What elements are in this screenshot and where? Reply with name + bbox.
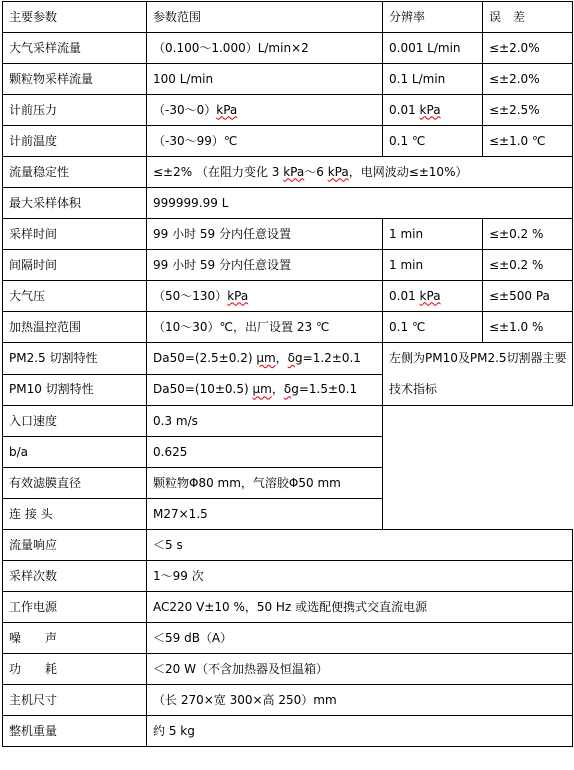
range-cell: AC220 V±10 %，50 Hz 或选配便携式交直流电源 — [147, 592, 573, 623]
table-row — [3, 561, 573, 592]
range-cell: （10～30）℃，出厂设置 23 ℃ — [147, 312, 383, 343]
table-row — [3, 126, 573, 157]
cutter-note: 左侧为PM10及PM2.5切割器主要技术指标 — [383, 343, 573, 406]
param-cell: 有效滤膜直径 — [3, 468, 147, 499]
range-text: Da50=(2.5±0.2) — [153, 350, 257, 365]
table-row — [3, 95, 573, 126]
range-cell: 颗粒物Φ80 mm，气溶胶Φ50 mm — [147, 468, 383, 499]
table-row — [3, 406, 573, 437]
range-text: g=1.2±0.1 — [295, 350, 361, 365]
table-row — [3, 343, 573, 375]
resolution-cell: 1 min — [383, 219, 483, 250]
param-cell: 间隔时间 — [3, 250, 147, 281]
table-row — [3, 654, 573, 685]
table-row — [3, 64, 573, 95]
param-cell: 采样次数 — [3, 561, 147, 592]
param-cell: 整机重量 — [3, 716, 147, 747]
range-text: ， — [271, 382, 284, 397]
range-cell — [147, 343, 383, 375]
resolution-cell: 1 min — [383, 250, 483, 281]
table-row — [3, 33, 573, 64]
param-cell: PM2.5 切割特性 — [3, 343, 147, 375]
error-cell: ≤±0.2 % — [483, 219, 573, 250]
unit-text: kPa — [419, 102, 441, 117]
resolution-cell — [383, 281, 483, 312]
unit-text: μm — [256, 350, 276, 365]
range-text: （50～130） — [153, 288, 228, 303]
table-row — [3, 312, 573, 343]
range-cell: （-30～99）℃ — [147, 126, 383, 157]
resolution-text: 0.01 — [389, 102, 420, 117]
param-cell: 入口速度 — [3, 406, 147, 437]
header-error: 误 差 — [483, 2, 573, 33]
range-cell: （0.100～1.000）L/min×2 — [147, 33, 383, 64]
resolution-cell: 0.1 ℃ — [383, 126, 483, 157]
range-cell: 0.3 m/s — [147, 406, 383, 437]
range-text: ～6 — [304, 164, 328, 179]
header-range: 参数范围 — [147, 2, 383, 33]
range-cell: 999999.99 L — [147, 188, 573, 219]
param-cell: 主机尺寸 — [3, 685, 147, 716]
param-cell: b/a — [3, 437, 147, 468]
range-cell: 100 L/min — [147, 64, 383, 95]
param-cell: 最大采样体积 — [3, 188, 147, 219]
unit-text: kPa — [216, 102, 238, 117]
table-row — [3, 188, 573, 219]
table-row — [3, 219, 573, 250]
range-cell: 0.625 — [147, 437, 383, 468]
unit-text: μm — [252, 382, 272, 397]
range-cell — [147, 157, 573, 188]
table-row — [3, 530, 573, 561]
param-cell: 颗粒物采样流量 — [3, 64, 147, 95]
range-text: ≤±2% （在阻力变化 3 — [153, 164, 284, 179]
table-row — [3, 716, 573, 747]
resolution-cell: 0.1 L/min — [383, 64, 483, 95]
error-cell: ≤±2.0% — [483, 64, 573, 95]
range-cell — [147, 281, 383, 312]
range-cell: （长 270×宽 300×高 250）mm — [147, 685, 573, 716]
range-cell: ＜5 s — [147, 530, 573, 561]
table-row — [3, 685, 573, 716]
error-cell: ≤±500 Pa — [483, 281, 573, 312]
param-cell: 功 耗 — [3, 654, 147, 685]
error-cell: ≤±2.0% — [483, 33, 573, 64]
param-cell: 噪 声 — [3, 623, 147, 654]
range-text: g=1.5±0.1 — [291, 382, 358, 397]
error-cell: ≤±1.0 ℃ — [483, 126, 573, 157]
range-cell: 99 小时 59 分内任意设置 — [147, 250, 383, 281]
table-row — [3, 250, 573, 281]
table-row — [3, 157, 573, 188]
param-cell: 大气采样流量 — [3, 33, 147, 64]
range-cell — [147, 95, 383, 126]
range-cell — [147, 374, 383, 406]
range-text: Da50=(10±0.5) — [153, 382, 253, 397]
range-cell: ＜20 W（不含加热器及恒温箱） — [147, 654, 573, 685]
table-header-row — [3, 2, 573, 33]
error-cell: ≤±0.2 % — [483, 250, 573, 281]
table-row — [3, 592, 573, 623]
unit-text: kPa — [227, 288, 249, 303]
param-cell: 流量稳定性 — [3, 157, 147, 188]
unit-text: δ — [287, 350, 296, 365]
error-cell: ≤±1.0 % — [483, 312, 573, 343]
range-cell: ＜59 dB（A） — [147, 623, 573, 654]
param-cell: 计前温度 — [3, 126, 147, 157]
range-cell: 99 小时 59 分内任意设置 — [147, 219, 383, 250]
param-cell: 连 接 头 — [3, 499, 147, 530]
unit-text: δ — [283, 382, 292, 397]
spec-table — [2, 1, 573, 747]
param-cell: 流量响应 — [3, 530, 147, 561]
table-row — [3, 281, 573, 312]
param-cell: 计前压力 — [3, 95, 147, 126]
resolution-cell: 0.1 ℃ — [383, 312, 483, 343]
param-cell: 工作电源 — [3, 592, 147, 623]
header-resolution: 分辨率 — [383, 2, 483, 33]
resolution-cell: 0.001 L/min — [383, 33, 483, 64]
blank-area — [383, 406, 573, 530]
range-text: ， — [275, 350, 288, 365]
param-cell: PM10 切割特性 — [3, 374, 147, 406]
resolution-text: 0.01 — [389, 288, 420, 303]
param-cell: 加热温控范围 — [3, 312, 147, 343]
range-cell: M27×1.5 — [147, 499, 383, 530]
resolution-cell — [383, 95, 483, 126]
header-param: 主要参数 — [3, 2, 147, 33]
unit-text: kPa — [419, 288, 441, 303]
param-cell: 大气压 — [3, 281, 147, 312]
range-cell: 1～99 次 — [147, 561, 573, 592]
error-cell: ≤±2.5% — [483, 95, 573, 126]
range-text: （-30～0） — [153, 102, 217, 117]
unit-text: kPa — [327, 164, 349, 179]
table-row — [3, 623, 573, 654]
range-cell: 约 5 kg — [147, 716, 573, 747]
param-cell: 采样时间 — [3, 219, 147, 250]
unit-text: kPa — [283, 164, 305, 179]
range-text: ，电网波动≤±10%） — [348, 164, 468, 179]
